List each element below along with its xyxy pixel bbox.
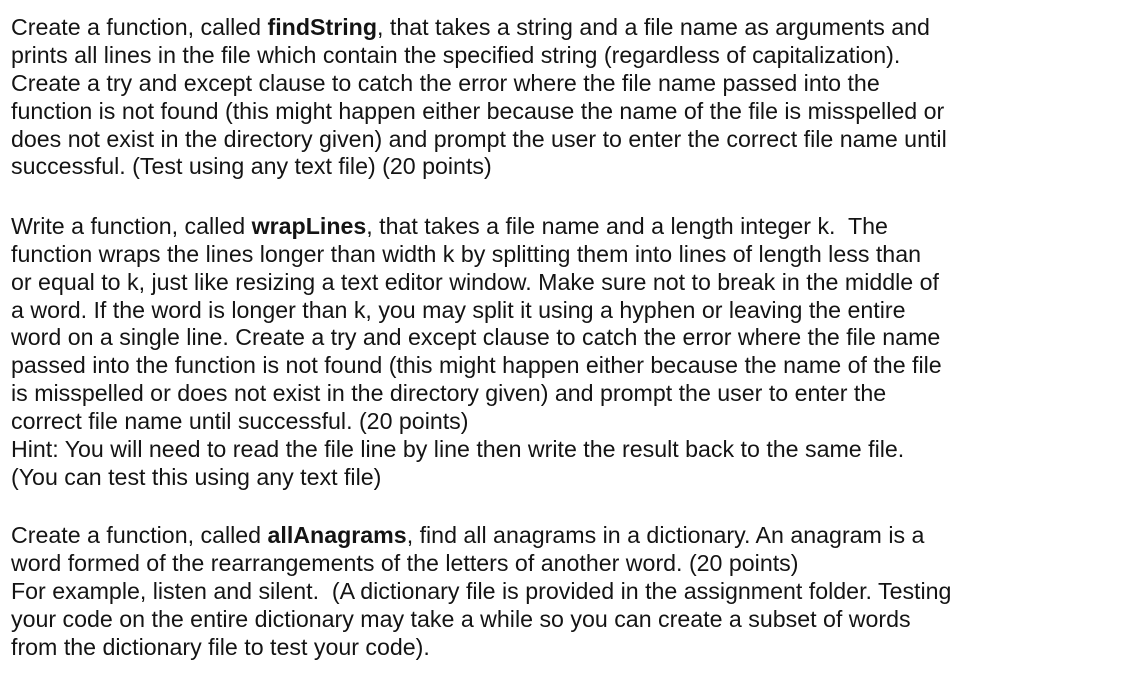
text-line: correct file name until successful. (20 points) xyxy=(11,408,469,435)
function-name: findString xyxy=(267,14,377,40)
text-line: your code on the entire dictionary may take a while so you can create a subset of words xyxy=(11,605,911,632)
assignment-text xyxy=(11,14,1116,662)
text-line: Create a function, called findString, that takes a string and a file name as arguments and xyxy=(11,14,930,40)
text-line: Write a function, called wrapLines, that takes a file name and a length integer k. The xyxy=(11,212,888,239)
task-allanagrams xyxy=(11,522,1116,661)
text-line: Hint: You will need to read the file line by line then write the result back to the same file. xyxy=(11,435,905,462)
task-findstring xyxy=(11,14,1116,181)
text-line: a word. If the word is longer than k, you may split it using a hyphen or leaving the entire xyxy=(11,296,906,323)
text-line: Create a function, called allAnagrams, find all anagrams in a dictionary. An anagram is a xyxy=(11,522,925,549)
text-line: function wraps the lines longer than width k by splitting them into lines of length less than xyxy=(11,240,921,267)
text-line: (You can test this using any text file) xyxy=(11,463,382,490)
text-line: For example, listen and silent. (A dictionary file is provided in the assignment folder. Testing xyxy=(11,578,952,605)
text-line: word on a single line. Create a try and except clause to catch the error where the file name xyxy=(11,324,941,351)
text-line: word formed of the rearrangements of the letters of another word. (20 points) xyxy=(11,550,799,577)
text-line: does not exist in the directory given) and prompt the user to enter the correct file name until xyxy=(11,125,947,152)
text-line: function is not found (this might happen either because the name of the file is misspelled or xyxy=(11,97,945,124)
function-name: wrapLines xyxy=(251,212,367,239)
text-line: Create a try and except clause to catch the error where the file name passed into the xyxy=(11,69,880,96)
text-line: or equal to k, just like resizing a text editor window. Make sure not to break in the middle of xyxy=(11,268,939,295)
task-wraplines xyxy=(11,213,1116,492)
function-name: allAnagrams xyxy=(267,522,407,549)
text-line: successful. (Test using any text file) (20 points) xyxy=(11,153,492,180)
text-line: is misspelled or does not exist in the directory given) and prompt the user to enter the xyxy=(11,380,887,407)
text-line: passed into the function is not found (this might happen either because the name of the file xyxy=(11,352,942,379)
section-gap xyxy=(11,181,1116,213)
section-gap xyxy=(11,492,1116,523)
text-line: prints all lines in the file which contain the specified string (regardless of capitalization). xyxy=(11,41,901,68)
text-line: from the dictionary file to test your code). xyxy=(11,633,430,660)
